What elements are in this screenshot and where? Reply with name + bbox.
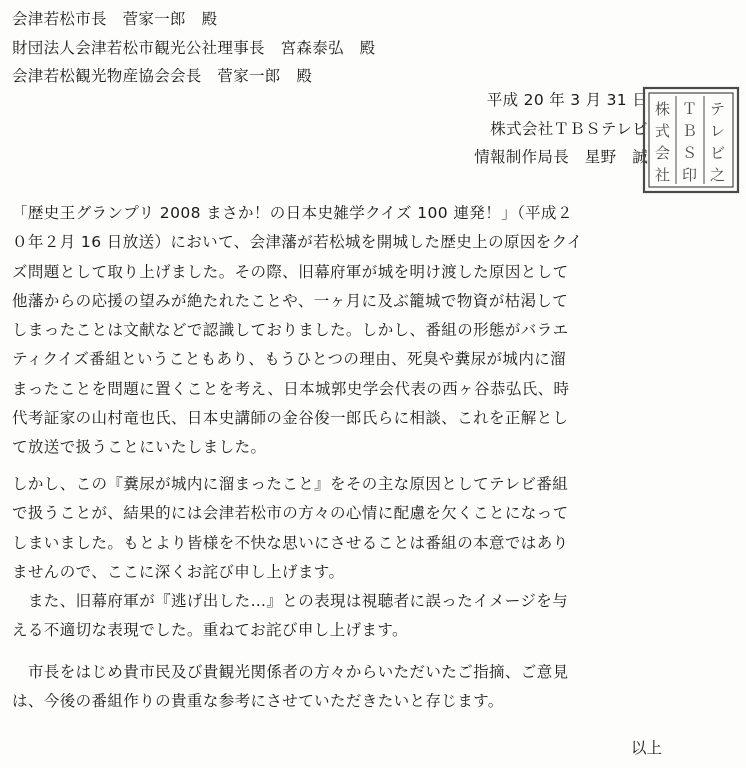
text-line: て放送で扱うことにいたしました。	[12, 438, 267, 457]
svg-text:会: 会	[655, 144, 671, 162]
svg-text:社: 社	[655, 166, 671, 184]
svg-text:株: 株	[655, 100, 671, 118]
text-line: ませんので、ここに深くお詫び申し上げます。	[12, 562, 345, 581]
svg-text:之: 之	[710, 166, 726, 184]
text-line: ズ問題として取り上げました。その際、旧幕府軍が城を明け渡した原因として	[12, 262, 569, 281]
body-paragraph-3	[12, 658, 662, 717]
svg-text:ビ: ビ	[710, 144, 726, 162]
text-line: しかし、この『糞尿が城内に溜まったこと』をその主な原因としてテレビ番組	[12, 475, 569, 493]
addressee-mayor: 会津若松市長 菅家一郎 殿	[12, 10, 218, 28]
closing-mark: 以上	[630, 739, 662, 757]
text-line: は、今後の番組作りの貴重な参考にさせていただきたいと存じます。	[12, 692, 504, 711]
body-paragraph-2	[12, 470, 662, 646]
text-line: 「歴史王グランプリ 2008 まさか！の日本史雑学クイズ 100 連発！」（平成２	[12, 204, 573, 222]
text-line: まったことを問題に置くことを考え、日本城郭史学会代表の西ヶ谷恭弘氏、時	[12, 379, 570, 398]
svg-text:Ｔ: Ｔ	[682, 100, 698, 118]
addressee-tourism-assoc: 会津若松観光物産協会会長 菅家一郎 殿	[12, 67, 313, 85]
text-line: える不適切な表現でした。重ねてお詫び申し上げます。	[12, 621, 408, 640]
addressee-tourism-corp: 財団法人会津若松市観光公社理事長 宮森泰弘 殿	[12, 39, 376, 57]
svg-text:レ: レ	[710, 122, 726, 140]
text-line: しまったことは文献などで認識しておりました。しかし、番組の形態がバラエ	[12, 321, 569, 340]
text-line: 他藩からの応援の望みが絶たれたことや、一ヶ月に及ぶ籠城で物資が枯渇して	[12, 291, 569, 310]
company-seal-stamp	[640, 84, 744, 198]
svg-text:式: 式	[655, 122, 671, 140]
svg-text:Ｂ: Ｂ	[682, 122, 698, 140]
svg-text:印: 印	[682, 166, 698, 184]
text-line: 市長をはじめ貴市民及び貴観光関係者の方々からいただいたご指摘、ご意見	[12, 663, 569, 681]
text-line: また、旧幕府軍が『逃げ出した…』との表現は視聴者に誤ったイメージを与	[12, 592, 569, 611]
text-line: ０年２月 16 日放送）において、会津藩が若松城を開城した歴史上の原因をクイ	[12, 233, 583, 252]
text-line: しまいました。もとより皆様を不快な思いにさせることは番組の本意ではあり	[12, 533, 569, 552]
svg-text:Ｓ: Ｓ	[682, 144, 698, 162]
body-paragraph-1	[12, 199, 662, 463]
text-line: 代考証家の山村竜也氏、日本史講師の金谷俊一郎氏らに相談、これを正解とし	[12, 409, 569, 428]
letter-date: 平成 20 年 3 月 31 日	[486, 91, 648, 109]
sender-company: 株式会社ＴＢＳテレビ	[490, 120, 648, 138]
text-line: で扱うことが、結果的には会津若松市の方々の心情に配慮を欠くことになって	[12, 504, 569, 523]
sender-person: 情報制作局長 星野 誠	[474, 148, 648, 166]
text-line: ティクイズ番組ということもあり、もうひとつの理由、死臭や糞尿が城内に溜	[12, 350, 567, 369]
svg-text:テ: テ	[710, 100, 726, 118]
